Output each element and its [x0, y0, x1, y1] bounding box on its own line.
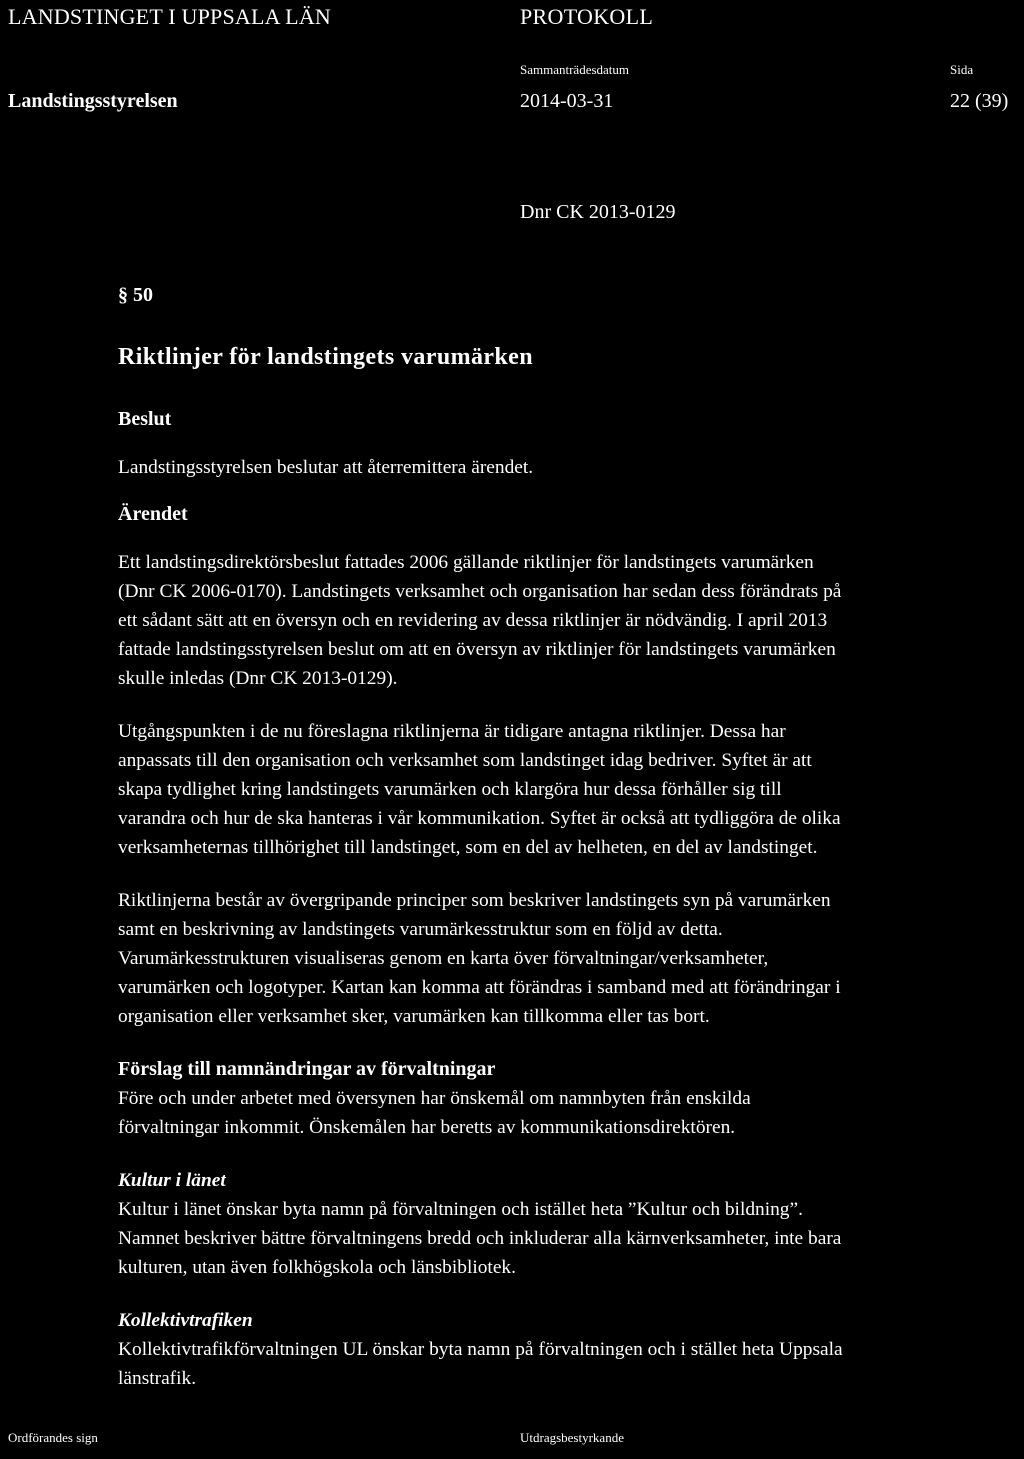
page-title: Riktlinjer för landstingets varumärken: [118, 344, 533, 370]
chair-signature-label: Ordförandes sign: [8, 1430, 98, 1445]
text-line: skulle inledas (Dnr CK 2013-0129).: [118, 668, 398, 689]
governing-body: Landstingsstyrelsen: [8, 90, 178, 112]
culture-heading: Kultur i länet: [118, 1170, 226, 1191]
text-line: Kultur i länet önskar byta namn på förvaltningen och istället heta ”Kultur och bildning”.: [118, 1199, 803, 1220]
page-label: Sida: [950, 62, 974, 77]
paragraph-number: § 50: [118, 284, 153, 306]
matter-paragraph-1: [118, 548, 1022, 693]
text-line: Namnet beskriver bättre förvaltningens bredd och inkluderar alla kärnverksamheter, inte bara: [118, 1228, 842, 1249]
text-line: länstrafik.: [118, 1368, 197, 1389]
text-line: verksamheternas tillhörighet till landstinget, som en del av helheten, en del av landstinget.: [118, 837, 818, 858]
matter-paragraph-3: [118, 886, 1022, 1031]
text-line: fattade landstingsstyrelsen beslut om att en översyn av riktlinjer för landstingets varumärken: [118, 639, 836, 660]
decision-heading: Beslut: [118, 408, 172, 430]
text-line: förvaltningar inkommit. Önskemålen har beretts av kommunikationsdirektören.: [118, 1117, 736, 1138]
case-number: Dnr CK 2013-0129: [520, 201, 676, 223]
meeting-date: 2014-03-31: [520, 90, 614, 112]
decision-text: Landstingsstyrelsen beslutar att återremittera ärendet.: [118, 457, 534, 478]
matter-paragraph-2: [118, 717, 1022, 862]
text-line: skapa tydlighet kring landstingets varumärken och klargöra hur dessa förhåller sig till: [118, 779, 782, 800]
date-label: Sammanträdesdatum: [520, 62, 630, 77]
matter-heading: Ärendet: [118, 503, 188, 525]
text-line: ett sådant sätt att en översyn och en revidering av dessa riktlinjer är nödvändig. I april 2013: [118, 610, 828, 631]
text-line: Varumärkesstrukturen visualiseras genom en karta över förvaltningar/verksamheter,: [118, 948, 769, 969]
text-line: (Dnr CK 2006-0170). Landstingets verksamhet och organisation har sedan dess förändrats på: [118, 581, 842, 602]
text-line: samt en beskrivning av landstingets varumärkesstruktur som en följd av detta.: [118, 919, 723, 940]
proposals-heading: Förslag till namnändringar av förvaltningar: [118, 1058, 496, 1080]
text-line: Före och under arbetet med översynen har önskemål om namnbyten från enskilda: [118, 1088, 751, 1109]
text-line: anpassats till den organisation och verksamhet som landstinget idag bedriver. Syftet är att: [118, 750, 812, 771]
text-line: Ett landstingsdirektörsbeslut fattades 2006 gällande riktlinjer för landstingets varumärken: [118, 552, 814, 573]
page-number: 22 (39): [950, 90, 1009, 112]
text-line: Riktlinjerna består av övergripande principer som beskriver landstingets syn på varumärken: [118, 890, 831, 911]
text-line: Kollektivtrafikförvaltningen UL önskar byta namn på förvaltningen och i stället heta Uppsala: [118, 1339, 843, 1360]
extract-certifier-label: Utdragsbestyrkande: [520, 1430, 624, 1445]
organization-name: LANDSTINGET I UPPSALA LÄN: [8, 4, 331, 29]
document-body: [118, 405, 1022, 1393]
text-line: Utgångspunkten i de nu föreslagna riktlinjerna är tidigare antagna riktlinjer. Dessa har: [118, 721, 786, 742]
text-line: varumärken och logotyper. Kartan kan komma att förändras i samband med att förändringar i: [118, 977, 841, 998]
transit-heading: Kollektivtrafiken: [118, 1310, 253, 1331]
text-line: kulturen, utan även folkhögskola och länsbibliotek.: [118, 1257, 516, 1278]
text-line: organisation eller verksamhet sker, varumärken kan tillkomma eller tas bort.: [118, 1006, 710, 1027]
text-line: varandra och hur de ska hanteras i vår kommunikation. Syftet är också att tydliggöra de olika: [118, 808, 841, 829]
document-type: PROTOKOLL: [520, 4, 654, 29]
